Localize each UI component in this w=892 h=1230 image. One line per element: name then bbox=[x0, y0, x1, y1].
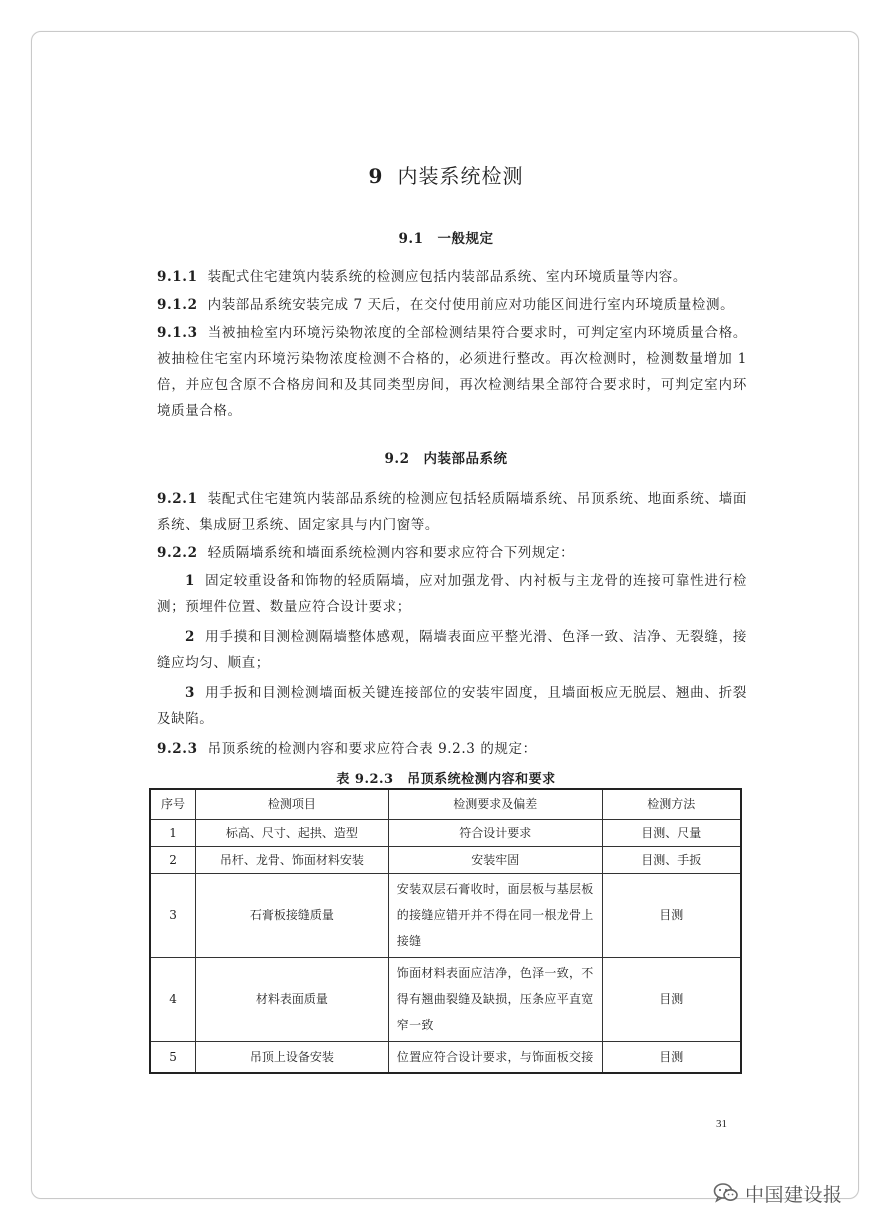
section-title-9-2 bbox=[0, 447, 892, 467]
column-header: 检测方法 bbox=[602, 789, 741, 819]
clause-9-2-3 bbox=[157, 736, 747, 762]
cell-requirement: 饰面材料表面应洁净，色泽一致，不得有翘曲裂缝及缺损，压条应平直宽窄一致 bbox=[388, 957, 602, 1041]
table-row bbox=[150, 957, 741, 1041]
item-number: 2 bbox=[185, 629, 195, 645]
requirements-table bbox=[149, 788, 742, 1074]
clause-text: 装配式住宅建筑内装系统的检测应包括内装部品系统、室内环境质量等内容。 bbox=[207, 269, 687, 285]
cell-requirement: 位置应符合设计要求，与饰面板交接 bbox=[388, 1041, 602, 1073]
item-number: 3 bbox=[185, 685, 195, 701]
cell-no: 2 bbox=[150, 846, 196, 873]
list-item-1 bbox=[157, 568, 747, 620]
clause-text: 吊顶系统的检测内容和要求应符合表 9.2.3 的规定： bbox=[207, 741, 537, 757]
clause-number: 9.1.1 bbox=[157, 269, 198, 285]
cell-requirement: 符合设计要求 bbox=[388, 819, 602, 846]
chapter-title bbox=[0, 160, 892, 189]
table-row bbox=[150, 819, 741, 846]
cell-method: 目测 bbox=[602, 957, 741, 1041]
chapter-title-text: 内装系统检测 bbox=[397, 164, 524, 188]
clause-number: 9.1.2 bbox=[157, 297, 198, 313]
wechat-icon bbox=[713, 1182, 739, 1204]
section-title-9-1 bbox=[0, 227, 892, 247]
cell-item: 材料表面质量 bbox=[196, 957, 389, 1041]
section-title-text: 内装部品系统 bbox=[423, 451, 508, 467]
cell-requirement: 安装牢固 bbox=[388, 846, 602, 873]
table-header-row bbox=[150, 789, 741, 819]
cell-item: 吊杆、龙骨、饰面材料安装 bbox=[196, 846, 389, 873]
clause-text: 当被抽检室内环境污染物浓度的全部检测结果符合要求时，可判定室内环境质量合格。被抽检住宅室内环境污染物浓度检测不合格的，必须进行整改。再次检测时，检测数量增加 1 倍，并应包含原不合格房间和及其同类型房间，再次检测结果全部符合要求时，可判定室内环境质量合格。 bbox=[157, 325, 747, 419]
clause-number: 9.2.2 bbox=[157, 545, 198, 561]
clause-text: 内装部品系统安装完成 7 天后，在交付使用前应对功能区间进行室内环境质量检测。 bbox=[207, 297, 735, 313]
section-number: 9.2 bbox=[384, 451, 410, 467]
item-text: 用手摸和目测检测隔墙整体感观，隔墙表面应平整光滑、色泽一致、洁净、无裂缝，接缝应均匀、顺直； bbox=[157, 629, 747, 671]
cell-method: 目测 bbox=[602, 873, 741, 957]
column-header: 检测项目 bbox=[196, 789, 389, 819]
cell-method: 目测、手扳 bbox=[602, 846, 741, 873]
cell-no: 4 bbox=[150, 957, 196, 1041]
item-text: 固定较重设备和饰物的轻质隔墙，应对加强龙骨、内衬板与主龙骨的连接可靠性进行检测；预埋件位置、数量应符合设计要求； bbox=[157, 573, 747, 615]
table-row bbox=[150, 846, 741, 873]
cell-no: 5 bbox=[150, 1041, 196, 1073]
clause-9-1-1 bbox=[157, 264, 747, 290]
item-number: 1 bbox=[185, 573, 195, 589]
clause-9-2-1 bbox=[157, 486, 747, 538]
page-number: 31 bbox=[716, 1118, 727, 1130]
table-caption: 表 9.2.3 吊顶系统检测内容和要求 bbox=[336, 772, 556, 787]
cell-item: 标高、尺寸、起拱、造型 bbox=[196, 819, 389, 846]
cell-method: 目测 bbox=[602, 1041, 741, 1073]
cell-no: 3 bbox=[150, 873, 196, 957]
clause-number: 9.2.3 bbox=[157, 741, 198, 757]
cell-method: 目测、尺量 bbox=[602, 819, 741, 846]
watermark-text: 中国建设报 bbox=[745, 1183, 843, 1206]
list-item-2 bbox=[157, 624, 747, 676]
cell-item: 吊顶上设备安装 bbox=[196, 1041, 389, 1073]
table-row bbox=[150, 873, 741, 957]
cell-item: 石膏板接缝质量 bbox=[196, 873, 389, 957]
clause-9-1-3 bbox=[157, 320, 747, 424]
column-header: 序号 bbox=[150, 789, 196, 819]
table-row bbox=[150, 1041, 741, 1073]
section-number: 9.1 bbox=[398, 231, 424, 247]
clause-number: 9.1.3 bbox=[157, 325, 198, 341]
clause-9-2-2 bbox=[157, 540, 747, 566]
item-text: 用手扳和目测检测墙面板关键连接部位的安装牢固度，且墙面板应无脱层、翘曲、折裂及缺陷。 bbox=[157, 685, 747, 727]
list-item-3 bbox=[157, 680, 747, 732]
clause-text: 轻质隔墙系统和墙面系统检测内容和要求应符合下列规定： bbox=[207, 545, 575, 561]
clause-9-1-2 bbox=[157, 292, 747, 318]
clause-number: 9.2.1 bbox=[157, 491, 198, 507]
column-header: 检测要求及偏差 bbox=[388, 789, 602, 819]
chapter-number: 9 bbox=[368, 164, 384, 188]
clause-text: 装配式住宅建筑内装部品系统的检测应包括轻质隔墙系统、吊顶系统、地面系统、墙面系统、集成厨卫系统、固定家具与内门窗等。 bbox=[157, 491, 747, 533]
cell-requirement: 安装双层石膏收时，面层板与基层板的接缝应错开并不得在同一根龙骨上接缝 bbox=[388, 873, 602, 957]
cell-no: 1 bbox=[150, 819, 196, 846]
section-title-text: 一般规定 bbox=[437, 231, 494, 247]
watermark bbox=[713, 1180, 843, 1206]
